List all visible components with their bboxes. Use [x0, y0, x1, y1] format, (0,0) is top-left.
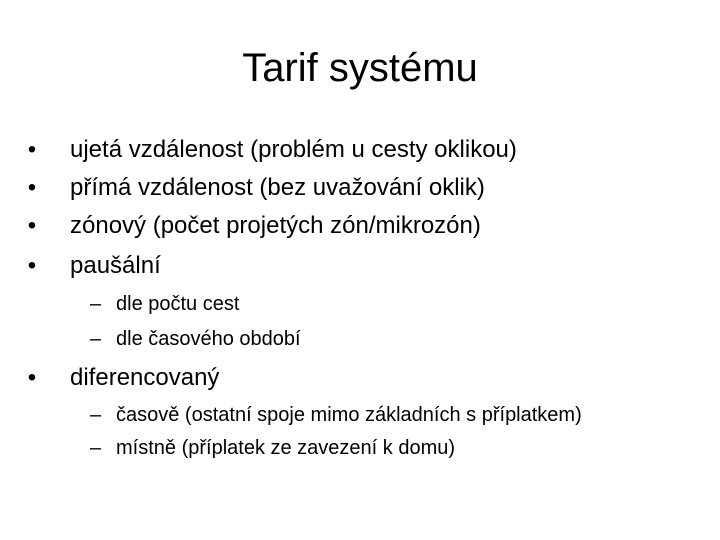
dash-marker: – — [90, 437, 102, 459]
dash-marker: – — [90, 404, 102, 426]
sub-item — [90, 402, 582, 428]
sub-item-text: časově (ostatní spoje mimo základních s příplatkem) — [116, 404, 582, 426]
bullet-item — [27, 135, 517, 165]
bullet-text: zónový (počet projetých zón/mikrozón) — [70, 212, 481, 239]
bullet-marker: • — [27, 212, 37, 239]
bullet-item — [27, 173, 485, 203]
sub-item — [90, 435, 456, 461]
sub-item — [90, 326, 301, 352]
bullet-marker: • — [27, 364, 37, 391]
dash-marker: – — [90, 328, 102, 350]
bullet-marker: • — [27, 136, 37, 163]
bullet-text: přímá vzdálenost (bez uvažování oklik) — [70, 174, 485, 201]
bullet-item — [27, 363, 220, 393]
bullet-item — [27, 251, 161, 281]
bullet-item — [27, 211, 481, 241]
sub-item-text: dle časového období — [116, 328, 301, 350]
slide-title: Tarif systému — [242, 46, 478, 90]
bullet-text: ujetá vzdálenost (problém u cesty oklikou) — [70, 136, 517, 163]
sub-item — [90, 291, 240, 317]
bullet-marker: • — [27, 252, 37, 279]
bullet-text: diferencovaný — [70, 364, 220, 391]
bullet-marker: • — [27, 174, 37, 201]
sub-item-text: místně (příplatek ze zavezení k domu) — [116, 437, 456, 459]
sub-item-text: dle počtu cest — [116, 293, 240, 315]
bullet-text: paušální — [70, 252, 161, 279]
dash-marker: – — [90, 293, 102, 315]
